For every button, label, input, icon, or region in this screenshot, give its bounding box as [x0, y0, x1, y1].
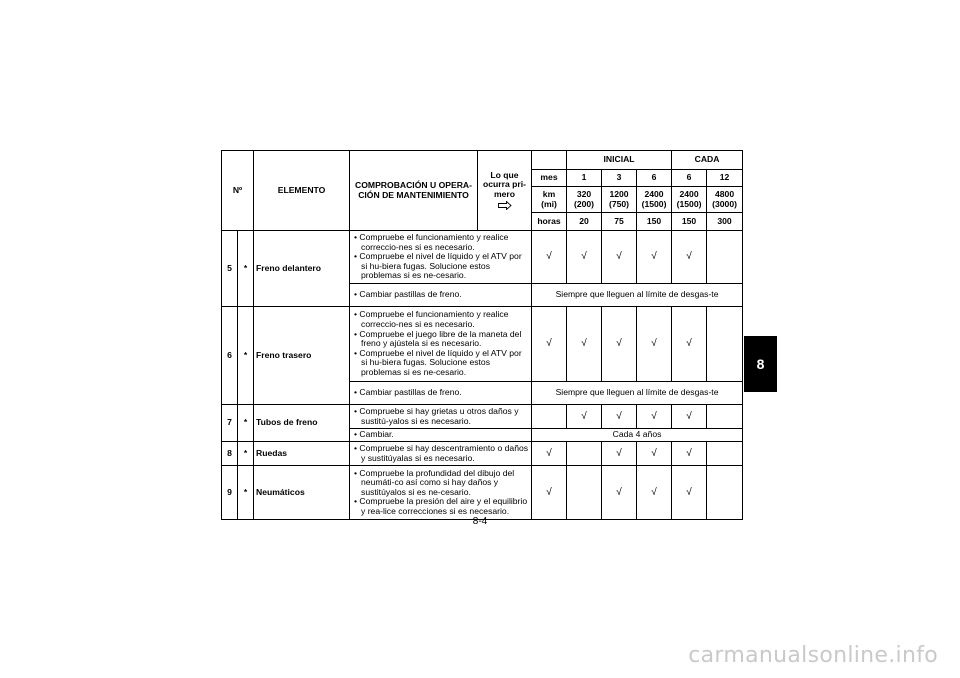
header-initial: INICIAL [567, 151, 672, 170]
interval-mark [567, 466, 602, 520]
interval-value: 320 (200) [567, 187, 602, 213]
table-row [222, 405, 743, 429]
check-item: • Compruebe la presión del aire y el equilibrio y rea-lice correcciones si es necesario. [352, 497, 529, 516]
interval-mark: √ [532, 307, 567, 382]
item-mark: * [238, 442, 254, 466]
interval-mark: √ [672, 442, 707, 466]
item-number: 7 [222, 405, 238, 442]
interval-value: 3 [602, 170, 637, 187]
item-checks [350, 307, 532, 382]
table-row [222, 231, 743, 284]
header-element: ELEMENTO [254, 151, 350, 231]
interval-value: 2400 (1500) [637, 187, 672, 213]
item-checks [350, 405, 532, 429]
item-element: Freno trasero [254, 307, 350, 405]
arrow-right-icon [498, 201, 512, 210]
interval-mark: √ [637, 466, 672, 520]
interval-mark [707, 442, 743, 466]
interval-mark: √ [637, 405, 672, 429]
interval-mark: √ [602, 442, 637, 466]
check-item: • Compruebe el funcionamiento y realice correccio-nes si es necesario. [352, 310, 529, 329]
item-element: Neumáticos [254, 466, 350, 520]
header-first-label: Lo que ocurra pri-mero [483, 169, 526, 199]
unit-label: mes [532, 170, 567, 187]
replace-item: • Cambiar pastillas de freno. [352, 290, 529, 300]
interval-mark: √ [567, 307, 602, 382]
item-mark: * [238, 231, 254, 307]
item-replace [350, 382, 532, 405]
interval-value: 150 [637, 213, 672, 231]
replace-note: Siempre que lleguen al límite de desgas-te [532, 284, 743, 307]
item-mark: * [238, 405, 254, 442]
item-element: Ruedas [254, 442, 350, 466]
interval-mark [567, 442, 602, 466]
item-number: 5 [222, 231, 238, 307]
interval-value: 300 [707, 213, 743, 231]
interval-mark: √ [672, 307, 707, 382]
interval-mark: √ [637, 442, 672, 466]
interval-value: 1 [567, 170, 602, 187]
check-item: • Compruebe si hay grietas u otros daños y sustitú-yalos si es necesario. [352, 407, 529, 426]
interval-mark: √ [637, 307, 672, 382]
table-row [222, 307, 743, 382]
item-mark: * [238, 466, 254, 520]
maintenance-table [221, 150, 743, 520]
item-checks [350, 466, 532, 520]
item-number: 9 [222, 466, 238, 520]
check-item: • Compruebe el nivel de líquido y el ATV por si hu-biera fugas. Solucione estos problemas si es ne-cesario. [352, 252, 529, 281]
header-num: Nº [222, 151, 254, 231]
interval-mark [707, 307, 743, 382]
watermark-text: carmanualsonline.info [688, 643, 938, 668]
interval-value: 1200 (750) [602, 187, 637, 213]
item-number: 8 [222, 442, 238, 466]
item-element: Tubos de freno [254, 405, 350, 442]
table-row [222, 442, 743, 466]
interval-mark [707, 466, 743, 520]
replace-note: Cada 4 años [532, 429, 743, 442]
interval-value: 4800 (3000) [707, 187, 743, 213]
unit-label: horas [532, 213, 567, 231]
interval-mark [532, 405, 567, 429]
item-mark: * [238, 307, 254, 405]
header-every: CADA [672, 151, 743, 170]
interval-mark: √ [602, 405, 637, 429]
item-checks [350, 442, 532, 466]
replace-item: • Cambiar. [352, 430, 529, 440]
item-number: 6 [222, 307, 238, 405]
interval-value: 20 [567, 213, 602, 231]
interval-mark: √ [672, 405, 707, 429]
item-replace [350, 284, 532, 307]
interval-mark: √ [532, 442, 567, 466]
interval-mark: √ [532, 466, 567, 520]
interval-value: 150 [672, 213, 707, 231]
interval-value: 6 [672, 170, 707, 187]
chapter-tab: 8 [744, 336, 777, 392]
check-item: • Compruebe el funcionamiento y realice correccio-nes si es necesario. [352, 233, 529, 252]
page-number: 8-4 [472, 516, 488, 527]
item-replace [350, 429, 532, 442]
interval-value: 2400 (1500) [672, 187, 707, 213]
interval-mark: √ [637, 231, 672, 284]
table-row [222, 466, 743, 520]
interval-mark: √ [532, 231, 567, 284]
item-element: Freno delantero [254, 231, 350, 307]
unit-label: km (mi) [532, 187, 567, 213]
interval-mark: √ [602, 231, 637, 284]
check-item: • Compruebe el nivel de líquido y el ATV por si hu-biera fugas. Solucione estos problemas si es ne-cesario. [352, 349, 529, 378]
interval-mark: √ [602, 307, 637, 382]
header-first [478, 151, 532, 231]
interval-mark: √ [567, 231, 602, 284]
interval-mark: √ [672, 231, 707, 284]
replace-note: Siempre que lleguen al límite de desgas-te [532, 382, 743, 405]
check-item: • Compruebe si hay descentramiento o daños y sustitúyalas si es necesario. [352, 444, 529, 463]
interval-mark: √ [672, 466, 707, 520]
replace-item: • Cambiar pastillas de freno. [352, 388, 529, 398]
interval-value: 75 [602, 213, 637, 231]
interval-mark: √ [567, 405, 602, 429]
interval-value: 12 [707, 170, 743, 187]
interval-mark [707, 231, 743, 284]
check-item: • Compruebe la profundidad del dibujo del neumáti-co así como si hay daños y sustitúyalos si es ne-cesario. [352, 469, 529, 498]
check-item: • Compruebe el juego libre de la maneta del freno y ajústela si es necesario. [352, 330, 529, 349]
interval-value: 6 [637, 170, 672, 187]
header-check: COMPROBACIÓN U OPERA-CIÓN DE MANTENIMIENTO [350, 151, 478, 231]
interval-mark: √ [602, 466, 637, 520]
item-checks [350, 231, 532, 284]
interval-mark [707, 405, 743, 429]
